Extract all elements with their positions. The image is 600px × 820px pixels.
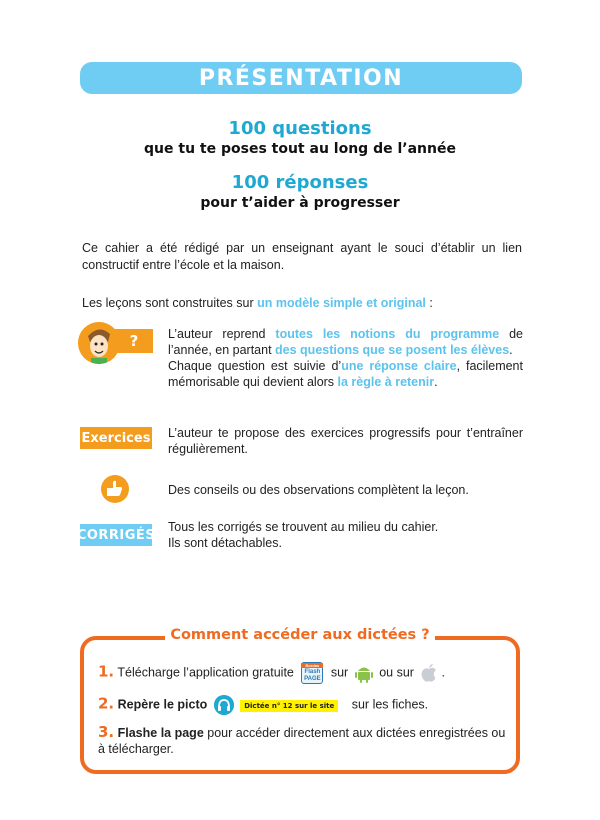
step-3: 3. Flashe la page pour accéder directement aux dictées enregistrées ou à télécharger. bbox=[98, 723, 506, 756]
headphones-icon bbox=[214, 695, 234, 715]
dictees-title: Comment accéder aux dictées ? bbox=[165, 624, 435, 646]
exercices-description: L’auteur te propose des exercices progressifs pour t’entraîner régulièrement. bbox=[168, 426, 523, 456]
thumbs-up-icon bbox=[101, 475, 129, 503]
flashpage-app-icon[interactable]: Bordas Flash PAGE bbox=[301, 662, 323, 684]
intro-paragraph: Ce cahier a été rédigé par un enseignant ayant le souci d’établir un lien constructif entre l’école et la maison. bbox=[82, 241, 522, 272]
exercices-tag: Exercices bbox=[80, 427, 152, 449]
conseils-description: Des conseils ou des observations complètent la leçon. bbox=[168, 483, 469, 497]
presentation-banner bbox=[80, 62, 522, 94]
banner-title: PRÉSENTATION bbox=[198, 65, 404, 91]
step-1: 1. Télécharge l’application gratuite Bordas Flash PAGE sur ou sur . bbox=[98, 662, 445, 682]
apple-icon[interactable] bbox=[419, 663, 439, 683]
corriges-tag: CORRIGÉS bbox=[80, 524, 152, 546]
corriges-description: Tous les corrigés se trouvent au milieu du cahier. Ils sont détachables. bbox=[168, 520, 439, 550]
headline-questions: 100 questions que tu te poses tout au long de l’année bbox=[144, 118, 456, 157]
question-tag: ? bbox=[115, 329, 153, 353]
headline-reponses: 100 réponses pour t’aider à progresser bbox=[200, 172, 400, 211]
character-avatar-icon bbox=[78, 322, 120, 364]
android-icon[interactable] bbox=[355, 663, 373, 683]
step-2: 2. Repère le picto Dictée n° 12 sur le site sur les fiches. bbox=[98, 695, 508, 715]
lessons-intro: Les leçons sont construites sur un modèle simple et original : bbox=[82, 296, 433, 310]
dictee-tag: Dictée n° 12 sur le site bbox=[240, 700, 338, 712]
question-description: L’auteur reprend toutes les notions du programme de l’année, en partant des questions que se posent les élèves. Chaque question est suivie d’une réponse claire, facilement mémorisable qui devient alors la règle à retenir. bbox=[168, 327, 523, 389]
